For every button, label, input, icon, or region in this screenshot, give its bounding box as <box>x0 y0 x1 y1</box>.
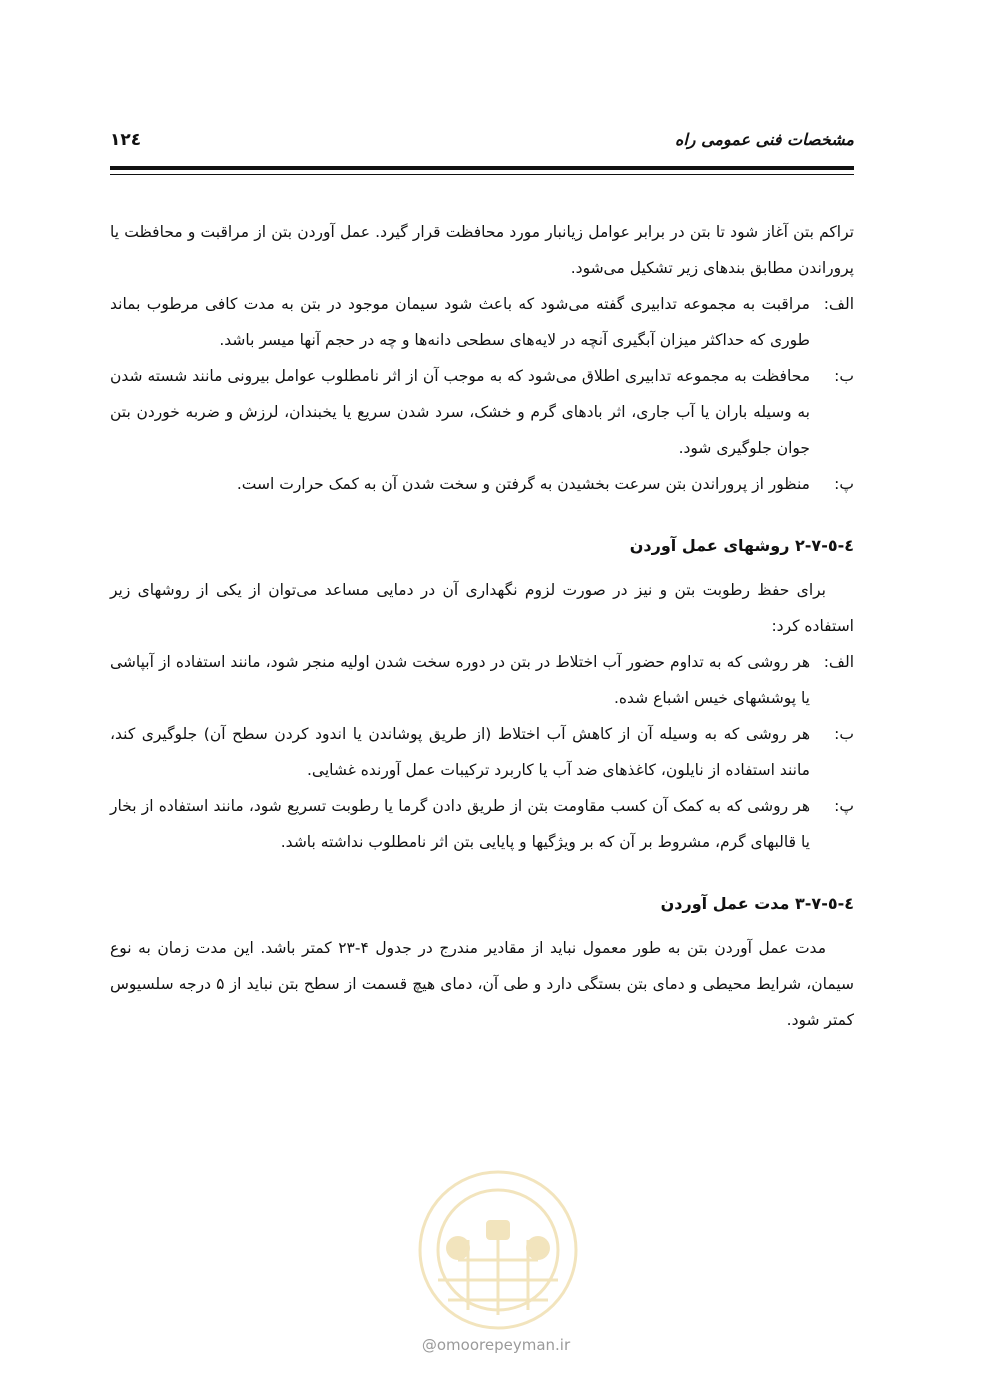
item-marker: پ: <box>834 475 854 493</box>
method-item <box>110 788 854 860</box>
section-paragraph: برای حفظ رطوبت بتن و نیز در صورت لزوم نگهداری آن در دمایی مساعد می‌توان از یکی از روشهای زیر استفاده کرد: <box>110 581 854 635</box>
item-marker: پ: <box>834 797 854 815</box>
at-icon: @ <box>421 1336 437 1354</box>
method-item <box>110 644 854 716</box>
section-paragraph: مدت عمل آوردن بتن به طور معمول نباید از مقادیر مندرج در جدول ۴-۲۳ کمتر باشد. این مدت زمان به نوع سیمان، شرایط محیطی و دمای بتن بستگی دارد و طی آن، دمای هیچ قسمت از سطح بتن نباید از ۵ درجه سلسیوس کمتر شود. <box>110 939 854 1029</box>
watermark-url <box>0 1336 992 1354</box>
definition-item <box>110 466 854 502</box>
running-header <box>110 128 854 160</box>
header-title: مشخصات فنی عمومی راه <box>674 130 854 149</box>
header-rule-thick <box>110 166 854 170</box>
definition-item <box>110 358 854 466</box>
item-text: مراقبت به مجموعه تدابیری گفته می‌شود که باعث شود سیمان موجود در بتن به مدت کافی مرطوب بماند طوری که حداکثر میزان آبگیری آنچه در لایه‌های سطحی دانه‌ها و چه در حجم آنها میسر باشد. <box>110 295 810 349</box>
method-item <box>110 716 854 788</box>
item-marker: الف: <box>823 295 854 313</box>
item-marker: ب: <box>834 725 854 743</box>
item-text: هر روشی که به کمک آن کسب مقاومت بتن از طریق دادن گرما یا رطوبت تسریع شود، مانند استفاده از بخار یا قالبهای گرم، مشروط بر آن که بر ویژگیها و پایایی بتن اثر نامطلوب نداشته باشد. <box>110 797 810 851</box>
item-text: هر روشی که به تداوم حضور آب اختلاط در بتن در دوره سخت شدن اولیه منجر شود، مانند استفاده از آبپاشی یا پوششهای خیس اشباع شده. <box>110 653 810 707</box>
item-text: منظور از پروراندن بتن سرعت بخشیدن به گرفتن و سخت شدن آن به کمک حرارت است. <box>236 475 810 493</box>
watermark-logo <box>378 1130 618 1340</box>
body-text <box>110 214 854 1038</box>
item-marker: ب: <box>834 367 854 385</box>
header-rule-thin <box>110 174 854 175</box>
watermark-url-text: omoorepeyman.ir <box>436 1336 571 1354</box>
definition-item <box>110 286 854 358</box>
item-marker: الف: <box>823 653 854 671</box>
page-number: ۱۲٤ <box>110 130 142 150</box>
intro-paragraph: تراکم بتن آغاز شود تا بتن در برابر عوامل زیانبار مورد محافظت قرار گیرد. عمل آوردن بتن از مراقبت و محافظت یا پروراندن مطابق بندهای زیر تشکیل می‌شود. <box>110 223 854 277</box>
item-text: هر روشی که به وسیله آن از کاهش آب اختلاط (از طریق پوشاندن یا اندود کردن سطح آن) جلوگیری کند، مانند استفاده از نایلون، کاغذهای ضد آب یا کاربرد ترکیبات عمل آورنده غشایی. <box>110 725 810 779</box>
section-heading: ٤-٥-٧-٢ روشهای عمل آوردن <box>629 536 854 555</box>
section-heading: ٤-٥-٧-٣ مدت عمل آوردن <box>660 894 854 913</box>
item-text: محافظت به مجموعه تدابیری اطلاق می‌شود که به موجب آن از اثر نامطلوب عوامل بیرونی مانند شسته شدن به وسیله باران یا آب جاری، اثر بادهای گرم و خشک، سرد شدن سریع یا یخبندان، لرزش و ضربه خوردن بتن جوان جلوگیری شود. <box>110 367 810 457</box>
